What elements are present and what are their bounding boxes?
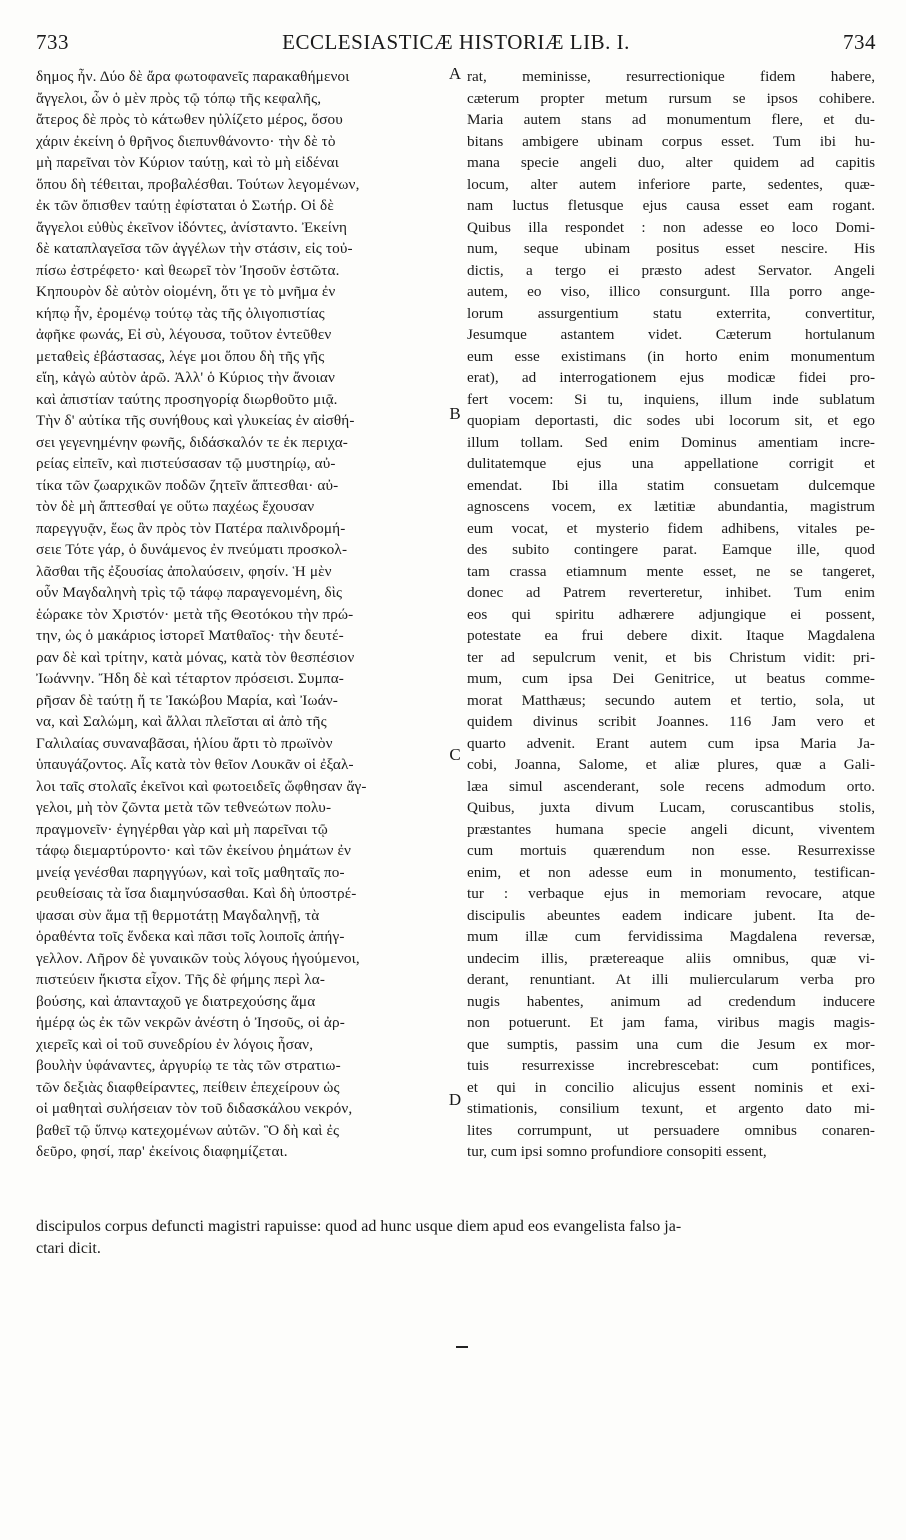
greek-text-line: τῶν δεξιὰς διαφθείραντες, πείθειν ἐπεχείρουν ὡς (36, 1078, 340, 1096)
latin-text-line: quarto advenit. Erant autem cum ipsa Maria Ja- (467, 734, 875, 752)
continuation-line: discipulos corpus defuncti magistri rapuisse: quod ad hunc usque diem apud eos evangelista falso ja- (36, 1218, 682, 1235)
greek-text-line: οἱ μαθηταὶ συλήσειαν τὸν τοῦ διδασκάλου νεκρόν, (36, 1100, 353, 1117)
greek-text-line: δὲ καταπλαγεῖσα τῶν ἀγγέλων τὴν στάσιν, εἰς τοὐ- (36, 240, 353, 257)
greek-text-line: ἄτερος δὲ πρὸς τὸ κάτωθεν ηὐλίζετο μέρος, ὅσου (36, 111, 343, 128)
latin-text-line: eum vocat, et mysterio fidem adhibens, vitales pe- (467, 519, 875, 537)
continuation-line: ctari dicit. (36, 1239, 101, 1257)
greek-text-line: πίσω ἐστρέφετο· καὶ θεωρεῖ τὸν Ἰησοῦν ἑστῶτα. (36, 261, 340, 279)
greek-text-line: ἡμέρᾳ ὡς ἐκ τῶν νεκρῶν ἀνέστη ὁ Ἰησοῦς, οἱ ἀρ- (36, 1014, 345, 1031)
greek-text-line: βούσης, καὶ ἁπανταχοῦ γε διατρεχούσης ἅμα (36, 992, 316, 1010)
greek-text-line: καὶ ἀπιστίαν ταύτης προσηγορίᾳ διωρθοῦτο μιᾷ. (36, 390, 338, 408)
greek-text-line: εἴη, κἀγὼ αὐτὸν ἀρῶ. Ἀλλ' ὁ Κύριος τὴν ἄνοιαν (36, 369, 336, 386)
latin-text-line: locum, alter autem inferiore parte, sedentes, quæ- (467, 175, 875, 193)
latin-text-line: potestate ea frui debere dixit. Itaque Magdalena (467, 627, 875, 644)
greek-text-line: πιστεύειν ἥκιστα εἶχον. Τῆς δὲ φήμης περὶ λα- (36, 971, 326, 988)
greek-text-line: ἄγγελοι εὐθὺς ἐκεῖνον ἰδόντες, ἀνίσταντο. Ἐκείνη (36, 218, 348, 236)
latin-text-line: enim, et non adesse eum in monumento, testifican- (467, 863, 875, 881)
latin-text-line: quidem divinus scribit Joannes. 116 Jam vero et (467, 713, 875, 730)
latin-text-line: læa simul ascenderant, sole recens admodum orto. (467, 777, 875, 795)
greek-text-line: ρευθείσαις τὰ ἴσα διαμηνύσασθαι. Καὶ δὴ ὑποστρέ- (36, 885, 357, 902)
latin-text-line: cæterum propter metum rursum se ipsos cohibere. (467, 89, 875, 107)
greek-text-line: τὸν δὲ μὴ ἅπτεσθαί γε οὕτω παχέως ἔχουσαν (36, 498, 315, 515)
greek-text-line: κήπῳ ἦν, ἐρομένῳ τούτῳ τὰς τῆς ὀλιγοπιστίας (36, 304, 325, 322)
latin-text-line: discipulis abeuntes eadem indicare jubent. Ita de- (467, 906, 875, 924)
latin-text-line: lorum assurgentium statu exterrita, convertitur, (467, 304, 875, 322)
greek-text-line: Τὴν δ' αὐτίκα τῆς συνήθους καὶ γλυκείας ἐν αἰσθή- (36, 412, 355, 429)
latin-text-column (467, 66, 875, 1163)
greek-text-line: δεῦρο, φησί, παρ' ἐκείνοις διαφημίζεται. (36, 1143, 288, 1160)
latin-text-line: eos qui spiritu adhærere adjungique ei possent, (467, 605, 875, 623)
latin-text-line: eum esse existimans (in horto enim monumentum (467, 347, 875, 365)
greek-text-line: τίκα τῶν ζωαρχικῶν ποδῶν ζητεῖν ἅπτεσθαι· αὐ- (36, 476, 339, 494)
latin-text-line: agnoscens vocem, ex lætitiæ abundantia, magistrum (467, 498, 875, 515)
greek-text-line: Κηπουρὸν δὲ αὐτὸν οἰομένη, ὅτι γε τὸ μνῆμα ἐν (36, 283, 336, 300)
running-header (36, 30, 876, 60)
greek-text-line: βουλὴν ὑφάναντες, ἀργυρίῳ τε τὰς τῶν στρατιω- (36, 1057, 341, 1074)
greek-text-line: οὖν Μαγδαληνὴ τρὶς τῷ τάφῳ παραγενομένη, δὶς (36, 584, 343, 601)
latin-text-line: que sumptis, passim una cum die Jesum ex mor- (467, 1035, 875, 1053)
greek-text-line: μὴ παρεῖναι τὸν Κύριον ταύτῃ, καὶ τὸ μὴ εἰδέναι (36, 154, 339, 171)
latin-text-line: autem, eo viso, illico consurgunt. Illa porro ange- (467, 283, 875, 300)
latin-text-line: lites corrumpunt, ut persuadere omnibus conaren- (467, 1121, 875, 1139)
latin-text-line: tuis resurrexisse increbrescebat: cum pontifices, (467, 1057, 875, 1074)
latin-text-line: mum, cum ipsa Dei Genitrice, ut beatus comme- (467, 670, 875, 687)
greek-text-line: πραγμονεῖν· ἐγηγέρθαι γὰρ καὶ μὴ παρεῖναι τῷ (36, 820, 328, 838)
latin-text-line: rat, meminisse, resurrectionique fidem habere, (467, 68, 875, 85)
greek-text-line: την, ὡς ὁ μακάριος ἱστορεῖ Ματθαῖος· τὴν δευτέ- (36, 627, 344, 644)
greek-text-line: ἀφῆκε φωνάς, Εἰ σὺ, λέγουσα, τοῦτον ἐντεῦθεν (36, 326, 332, 343)
latin-text-line: stimationis, consilium texunt, et argento dato mi- (467, 1100, 875, 1117)
latin-text-line: donec ad Patrem reverteretur, inhibet. Tum enim (467, 584, 875, 601)
greek-text-line: σειε Τότε γάρ, ὁ δυνάμενος ἐν πνεύματι προσκολ- (36, 541, 348, 558)
latin-text-line: mum illæ cum fervidissima Magdalena reversæ, (467, 928, 875, 945)
greek-text-line: ρείας εἰπεῖν, καὶ πιστεύσασαν τῷ μυστηρίῳ, αὐ- (36, 455, 336, 472)
greek-text-line: ἄγγελοι, ὧν ὁ μὲν πρὸς τῷ τόπῳ τῆς κεφαλῆς, (36, 89, 322, 107)
latin-text-line: Quibus illa respondet : non adesse eo loco Domi- (467, 218, 875, 236)
latin-text-line: cum mortuis quærendum non esse. Resurrexisse (467, 842, 875, 859)
latin-text-line: tam crassa etiamnum mente esset, ne se tangeret, (467, 562, 875, 580)
greek-text-line: χιερεῖς καὶ οἱ τοῦ συνεδρίου ἐν λόγοις ἦσαν, (36, 1035, 314, 1053)
latin-text-line: tur : verbaque ejus in memoriam revocare, atque (467, 885, 875, 902)
page-number-right: 734 (843, 30, 876, 54)
greek-text-line: ἑώρακε τὸν Χριστόν· μετὰ τῆς Θεοτόκου τὴν πρώ- (36, 605, 354, 623)
greek-text-line: χάριν ἐκείνη ὁ θρῆνος διεπυνθάνοντο· τὴν δὲ τὸ (36, 132, 336, 150)
greek-text-line: ραν δὲ καὶ τρίτην, κατὰ μόνας, κατὰ τὸν θεσπέσιον (36, 648, 355, 666)
latin-text-line: mana specie angeli duo, alter quidem ad capitis (467, 154, 875, 171)
latin-text-line: nugis habentes, animum ad credendum inducere (467, 992, 875, 1010)
latin-text-line: tur, cum ipsi somno profundiore consopiti essent, (467, 1143, 767, 1160)
latin-text-line: Jesumque astantem videt. Cæterum hortulanum (467, 326, 875, 343)
continuation-text (36, 1216, 876, 1259)
latin-text-line: emendat. Ibi illa statim consuetam dulcemque (467, 476, 875, 494)
greek-text-line: λοι ταῖς στολαῖς ἐκεῖνοι καὶ φωτοειδεῖς ὤφθησαν ἄγ- (36, 777, 367, 795)
latin-text-line: fert vocem: Si tu, inquiens, illum inde sublatum (467, 390, 875, 408)
greek-text-line: παρεγγυᾷν, ἕως ἂν πρὸς τὸν Πατέρα παλινδρομή- (36, 519, 346, 537)
end-rule (456, 1346, 468, 1348)
greek-text-line: μεταθεὶς ἐβάστασας, λέγε μοι ὅπου δὴ τῆς γῆς (36, 347, 325, 365)
latin-text-line: quopiam deportasti, dic sodes ubi locorum sit, et ego (467, 412, 875, 429)
latin-text-line: illum tollam. Sed enim Dominus amentiam incre- (467, 433, 875, 451)
latin-text-line: undecim illis, prætereaque aliis omnibus, quæ vi- (467, 949, 875, 967)
margin-marker-a: A (448, 64, 462, 83)
greek-text-line: γελοι, μὴ τὸν ζῶντα μετὰ τῶν τεθνεώτων πολυ- (36, 799, 332, 816)
latin-text-line: et qui in concilio alicujus essent nominis et exi- (467, 1078, 875, 1096)
greek-text-line: ὁραθέντα τοῖς ἕνδεκα καὶ πᾶσι τοῖς λοιποῖς ἀπήγ- (36, 928, 345, 945)
latin-text-line: dulitatemque ejus una appellatione corrigit et (467, 455, 875, 472)
latin-text-line: Quibus, juxta divum Lucam, coruscantibus stolis, (467, 799, 875, 816)
latin-text-line: cobi, Joanna, Salome, et aliæ plures, quæ a Gali- (467, 756, 875, 773)
margin-marker-c: C (449, 745, 461, 764)
greek-text-line: λᾶσθαι τῆς ἐξουσίας ἀπολαύσειν, φησίν. Ἡ μὲν (36, 562, 332, 580)
margin-marker-b: B (449, 404, 461, 423)
latin-text-line: num, seque ubinam positus esset nescire. His (467, 240, 875, 257)
greek-text-line: Ἰωάννην. Ἤδη δὲ καὶ τέταρτον πρόσεισι. Συμπα- (36, 670, 345, 687)
greek-text-line: να, καὶ Σαλώμη, καὶ ἄλλαι πλεῖσται αἱ ἀπὸ τῆς (36, 713, 327, 730)
greek-text-line: ψασαι σὺν ἅμα τῇ θερμοτάτῃ Μαγδαληνῇ, τὰ (36, 906, 320, 924)
greek-text-line: ὑπαυγάζοντος. Αἷς κατὰ τὸν θεῖον Λουκᾶν οἱ ἐξαλ- (36, 756, 354, 773)
latin-text-line: nam luctus fletusque ejus causa esset eam rogant. (467, 197, 875, 214)
latin-text-line: non potuerunt. Et jam fama, viribus magis magis- (467, 1014, 875, 1031)
running-title: ECCLESIASTICÆ HISTORIÆ LIB. I. (282, 30, 630, 54)
latin-text-line: erat), ad interrogationem ejus modicæ fidei pro- (467, 369, 875, 386)
greek-text-column (36, 66, 454, 1163)
latin-text-line: derant, renuntiant. At illi muliercularum verba pro (467, 971, 875, 988)
latin-text-line: ter ad sepulcrum venit, et bis Christum vidit: pri- (467, 648, 875, 666)
page-number-left: 733 (36, 30, 69, 54)
latin-text-line: morat Matthæus; secundo autem et tertio, sola, ut (467, 691, 875, 709)
greek-text-line: Γαλιλαίας συναναβᾶσαι, ἡλίου ἄρτι τὸ πρωϊνὸν (36, 734, 333, 752)
margin-marker-d: D (448, 1090, 462, 1109)
greek-text-line: τάφῳ διεμαρτύροντο· καὶ τῶν ἐκείνου ῥημάτων ἐν (36, 842, 352, 859)
greek-text-line: σει γεγενημένην φωνῆς, διδάσκαλόν τε ἐκ περιχα- (36, 433, 349, 451)
greek-text-line: ρῆσαν δὲ ταύτῃ ἥ τε Ἰακώβου Μαρία, καὶ Ἰωάν- (36, 691, 339, 709)
latin-text-line: dictis, a tergo ei præsto adest Servator. Angeli (467, 261, 875, 279)
greek-text-line: βαθεῖ τῷ ὕπνῳ κατεχομένων αὐτῶν. Ὃ δὴ καὶ ἐς (36, 1121, 340, 1139)
greek-text-line: δημος ἦν. Δύο δὲ ἄρα φωτοφανεῖς παρακαθήμενοι (36, 68, 350, 85)
greek-text-line: ὅπου δὴ τέθειται, προβαλέσθαι. Τούτων λεγομένων, (36, 175, 360, 193)
latin-text-line: bitans ambigere ubinam corpus esset. Tum ibi hu- (467, 132, 875, 150)
greek-text-line: μνείᾳ γενέσθαι παρηγγύων, καὶ τοῖς μαθηταῖς πο- (36, 863, 345, 881)
latin-text-line: des subito contingere parat. Eamque ille, quod (467, 541, 875, 558)
latin-text-line: præstantes humana specie angeli dicunt, viventem (467, 820, 875, 838)
latin-text-line: Maria autem stans ad monumentum flere, et du- (467, 111, 875, 128)
greek-text-line: ἐκ τῶν ὄπισθεν ταύτῃ ἐφίσταται ὁ Σωτήρ. Οἱ δὲ (36, 197, 334, 214)
greek-text-line: γελλον. Λῆρον δὲ γυναικῶν τοὺς λόγους ἡγούμενοι, (36, 949, 360, 967)
